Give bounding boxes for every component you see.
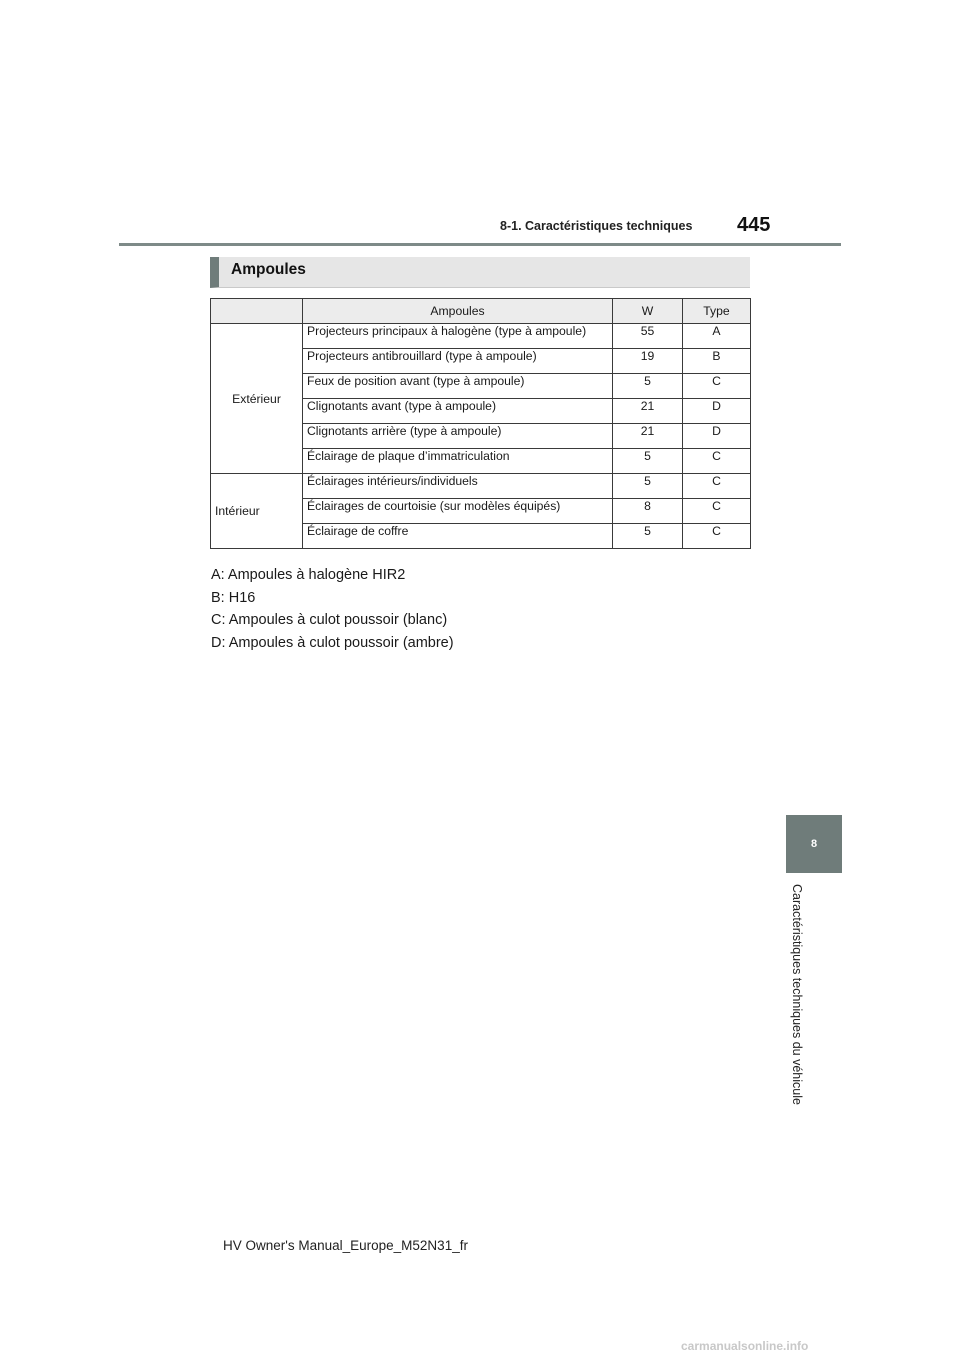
table-header-row [211, 299, 751, 324]
bulb-watts: 8 [613, 499, 683, 524]
chapter-tab-label: Caractéristiques techniques du véhicule [790, 884, 804, 1105]
bulb-type: C [683, 524, 751, 549]
bulb-name: Clignotants avant (type à ampoule) [303, 399, 613, 424]
type-legend [211, 564, 454, 654]
bulb-name: Éclairage de coffre [303, 524, 613, 549]
bulb-type: B [683, 349, 751, 374]
bulb-watts: 5 [613, 474, 683, 499]
bulb-name: Projecteurs principaux à halogène (type à ampoule) [303, 324, 613, 349]
bulb-watts: 19 [613, 349, 683, 374]
bulb-type: C [683, 374, 751, 399]
watermark: carmanualsonline.info [681, 1339, 809, 1353]
bulb-watts: 5 [613, 374, 683, 399]
bulb-name: Éclairages intérieurs/individuels [303, 474, 613, 499]
bulb-name: Feux de position avant (type à ampoule) [303, 374, 613, 399]
bulb-watts: 5 [613, 524, 683, 549]
header-divider [119, 243, 841, 246]
section-title: Ampoules [231, 261, 306, 278]
column-header-bulbs: Ampoules [303, 299, 613, 324]
bulb-type: C [683, 449, 751, 474]
bulb-name: Éclairage de plaque d’immatriculation [303, 449, 613, 474]
table-row [211, 324, 751, 349]
bulb-name: Éclairages de courtoisie (sur modèles équipés) [303, 499, 613, 524]
bulb-type: D [683, 424, 751, 449]
bulb-type: C [683, 474, 751, 499]
bulb-type: A [683, 324, 751, 349]
bulb-name: Clignotants arrière (type à ampoule) [303, 424, 613, 449]
group-exterior: Extérieur [211, 324, 303, 474]
bulbs-table [210, 298, 751, 549]
legend-item-c: C: Ampoules à culot poussoir (blanc) [211, 612, 448, 628]
footer-manual-id: HV Owner's Manual_Europe_M52N31_fr [223, 1238, 468, 1253]
group-interior: Intérieur [211, 474, 303, 549]
bulb-watts: 55 [613, 324, 683, 349]
bulb-name: Projecteurs antibrouillard (type à ampoule) [303, 349, 613, 374]
column-header-watts: W [613, 299, 683, 324]
header-section-title: 8-1. Caractéristiques techniques [500, 219, 693, 233]
legend-item-d: D: Ampoules à culot poussoir (ambre) [211, 634, 454, 651]
column-header-type: Type [683, 299, 751, 324]
section-title-bar [210, 257, 750, 288]
chapter-tab-number: 8 [810, 838, 818, 850]
page-number: 445 [737, 214, 771, 236]
table-row [211, 474, 751, 499]
chapter-tab [786, 815, 842, 873]
column-header-group [211, 299, 303, 324]
bulb-type: C [683, 499, 751, 524]
legend-item-b: B: H16 [211, 589, 256, 606]
legend-item-a: A: Ampoules à halogène HIR2 [211, 567, 406, 583]
bulb-type: D [683, 399, 751, 424]
bulb-watts: 21 [613, 399, 683, 424]
bulb-watts: 21 [613, 424, 683, 449]
bulb-watts: 5 [613, 449, 683, 474]
